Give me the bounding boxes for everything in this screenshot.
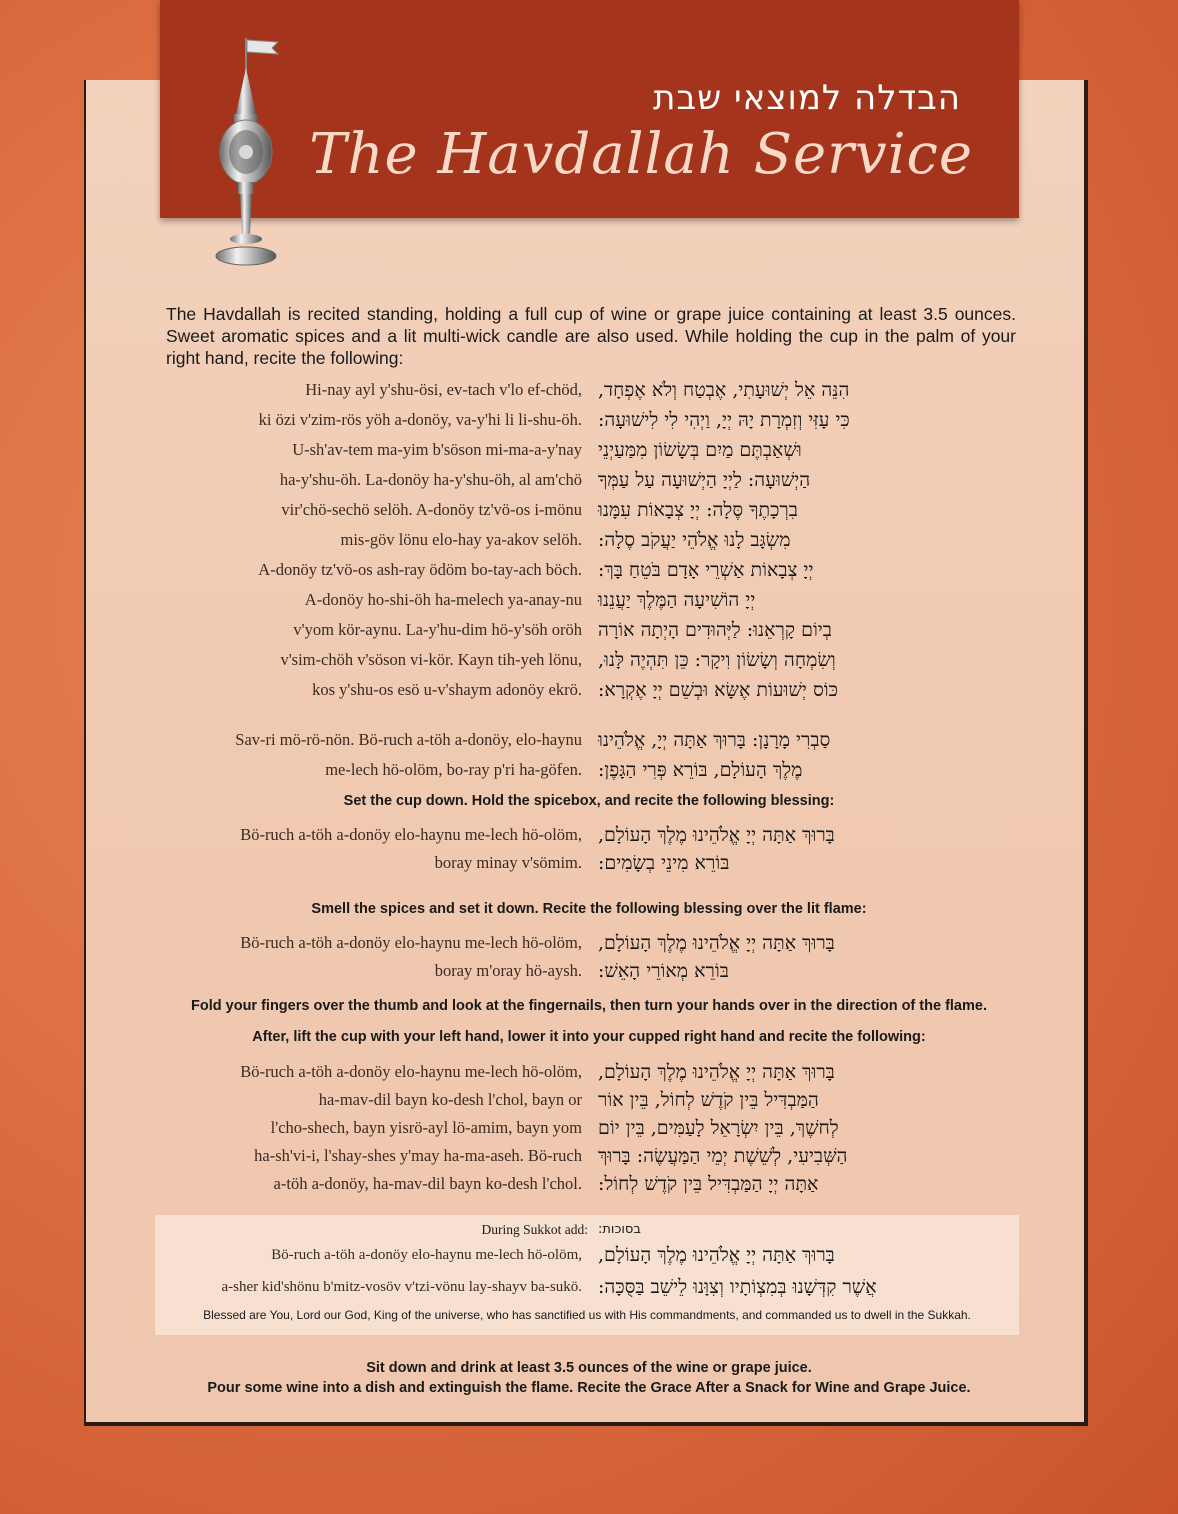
havdalah-row: [0, 1114, 1178, 1142]
wine-row: [0, 726, 1178, 754]
spice-row: [0, 849, 1178, 877]
instruction-fingers: Fold your fingers over the thumb and look at the fingernails, then turn your hands over in the direction of the flame.: [191, 998, 987, 1014]
spice-row: [0, 821, 1178, 849]
transliteration: v'yom kör-aynu. La-y'hu-dim hö-y'söh oröh: [293, 620, 582, 639]
transliteration: boray m'oray hö-aysh.: [434, 961, 582, 980]
transliteration: Bö-ruch a-töh a-donöy elo-haynu me-lech hö-olöm,: [240, 933, 582, 952]
wine-row: [0, 756, 1178, 784]
instruction-lift: After, lift the cup with your left hand, lower it into your cupped right hand and recite the following:: [252, 1029, 926, 1045]
transliteration: Bö-ruch a-töh a-donöy elo-haynu me-lech hö-olöm,: [240, 1062, 582, 1081]
flame-row: [0, 957, 1178, 985]
transliteration: ha-y'shu-öh. La-donöy ha-y'shu-öh, al am'chö: [279, 470, 582, 489]
flame-row: [0, 929, 1178, 957]
transliteration: ki özi v'zim-rös yöh a-donöy, va-y'hi li li-shu-öh.: [258, 410, 582, 429]
transliteration: ha-sh'vi-i, l'shay-shes y'may ha-ma-aseh. Bö-ruch: [254, 1146, 582, 1165]
hebrew-text: יְיָ צְבָאוֹת אַשְׁרֵי אָדָם בֹּטֵחַ בָּךְ:: [598, 559, 814, 581]
hebrew-text: הַיְשׁוּעָה: לַיְיָ הַיְשׁוּעָה עַל עַמְּךָ: [598, 469, 811, 491]
sukkot-row: [0, 1273, 1178, 1301]
transliteration: U-sh'av-tem ma-yim b'söson mi-ma-a-y'nay: [292, 440, 582, 459]
hebrew-text: מִשְׂגָּב לָנוּ אֱלֹהֵי יַעֲקֹב סֶלָה:: [598, 529, 791, 551]
transliteration: l'cho-shech, bayn yisrö-ayl lö-amim, bayn yom: [270, 1118, 582, 1137]
hebrew-text: סַבְרִי מָרָנָן: בָּרוּךְ אַתָּה יְיָ, אֱלֹהֵינוּ: [598, 729, 831, 751]
hebrew-text: בָּרוּךְ אַתָּה יְיָ אֱלֹהֵינוּ מֶלֶךְ הָעוֹלָם,: [598, 932, 835, 954]
transliteration: a-sher kid'shönu b'mitz-vosöv v'tzi-vönu lay-shayv ba-sukö.: [221, 1279, 582, 1295]
transliteration: Hi-nay ayl y'shu-ösi, ev-tach v'lo ef-chöd,: [305, 380, 582, 399]
havdalah-row: [0, 1170, 1178, 1198]
hebrew-title: הבדלה למוצאי שבת: [653, 78, 961, 118]
hebrew-text: וְשִׂמְחָה וְשָׂשׂוֹן וִיקָר: כֵּן תִּהְיֶה לָּנוּ,: [598, 649, 836, 671]
transliteration: kos y'shu-os esö u-v'shaym adonöy ekrö.: [312, 680, 582, 699]
verse-row: [0, 406, 1178, 434]
transliteration: ha-mav-dil bayn ko-desh l'chol, bayn or: [318, 1090, 582, 1109]
hebrew-text: בּוֹרֵא מִינֵי בְשָׂמִים:: [598, 852, 730, 874]
intro-paragraph: The Havdallah is recited standing, holding a full cup of wine or grape juice containing at least 3.5 ounces. Sweet aromatic spices and a lit multi-wick candle are also used. While holding the cup in the palm of your right hand, recite the following:: [166, 304, 1016, 368]
verse-row: [0, 496, 1178, 524]
havdalah-row: [0, 1142, 1178, 1170]
transliteration: mis-göv lönu elo-hay ya-akov selöh.: [340, 530, 582, 549]
transliteration: A-donöy ho-shi-öh ha-melech ya-anay-nu: [304, 590, 582, 609]
verse-row: [0, 646, 1178, 674]
hebrew-text: לְחשֶׁךְ, בֵּין יִשְׂרָאֵל לָעַמִּים, בֵּין יוֹם: [598, 1117, 839, 1139]
hebrew-text: הַשְּׁבִיעִי, לְשֵׁשֶׁת יְמֵי הַמַּעֲשֶׂה: בָּרוּךְ: [598, 1145, 848, 1167]
footer-line: Pour some wine into a dish and extinguish the flame. Recite the Grace After a Snack for Wine and Grape Juice.: [207, 1380, 971, 1396]
instruction-spices: Set the cup down. Hold the spicebox, and recite the following blessing:: [343, 793, 835, 809]
transliteration: me-lech hö-olöm, bo-ray p'ri ha-göfen.: [325, 760, 582, 779]
hebrew-text: הִנֵּה אֵל יְשׁוּעָתִי, אֶבְטַח וְלֹא אֶפְחָד,: [598, 379, 850, 401]
sukkot-row: [0, 1241, 1178, 1269]
verse-row: [0, 376, 1178, 404]
footer-line: Sit down and drink at least 3.5 ounces of the wine or grape juice.: [366, 1360, 812, 1376]
verse-row: [0, 616, 1178, 644]
verse-row: [0, 436, 1178, 464]
verse-row: [0, 466, 1178, 494]
transliteration: A-donöy tz'vö-os ash-ray ödöm bo-tay-ach böch.: [258, 560, 582, 579]
sukkot-translation: Blessed are You, Lord our God, King of the universe, who has sanctified us with His commandments, and commanded us to dwell in the Sukkah.: [203, 1308, 971, 1322]
hebrew-text: בּוֹרֵא מְאוֹרֵי הָאֵשׁ:: [598, 960, 729, 982]
instruction-flame: Smell the spices and set it down. Recite the following blessing over the lit flame:: [311, 901, 867, 917]
transliteration: Sav-ri mö-rö-nön. Bö-ruch a-töh a-donöy, elo-haynu: [235, 730, 582, 749]
verse-row: [0, 676, 1178, 704]
havdalah-row: [0, 1058, 1178, 1086]
hebrew-text: בָּרוּךְ אַתָּה יְיָ אֱלֹהֵינוּ מֶלֶךְ הָעוֹלָם,: [598, 1061, 835, 1083]
transliteration: v'sim-chöh v'söson vi-kör. Kayn tih-yeh lönu,: [280, 650, 582, 669]
verse-row: [0, 586, 1178, 614]
verse-row: [0, 556, 1178, 584]
transliteration: a-töh a-donöy, ha-mav-dil bayn ko-desh l'chol.: [273, 1174, 582, 1193]
closing-instructions: [84, 1358, 1094, 1398]
hebrew-text: אֲשֶׁר קִדְּשָׁנוּ בְּמִצְוֹתָיו וְצִוָּנוּ לֵישֵׁב בַּסֻּכָּה:: [598, 1276, 877, 1298]
sukkot-add-label-hebrew: בסוכות:: [598, 1222, 641, 1237]
verse-row: [0, 526, 1178, 554]
hebrew-text: כִּי עָזִּי וְזִמְרָת יָהּ יְיָ, וַיְהִי לִי לִישׁוּעָה:: [598, 409, 850, 431]
hebrew-text: יְיָ הוֹשִׁיעָה הַמֶּלֶךְ יַעֲנֵנוּ: [598, 589, 756, 611]
hebrew-text: וּשְׁאַבְתֶּם מַיִם בְּשָׂשׂוֹן מִמַּעַיְנֵי: [598, 439, 802, 461]
transliteration: vir'chö-sechö selöh. A-donöy tz'vö-os i-mönu: [281, 500, 582, 519]
transliteration: Bö-ruch a-töh a-donöy elo-haynu me-lech hö-olöm,: [271, 1247, 582, 1263]
hebrew-text: מֶלֶךְ הָעוֹלָם, בּוֹרֵא פְּרִי הַגָּפֶן:: [598, 759, 803, 781]
hebrew-text: בְיוֹם קָרְאֵנוּ: לַיְּהוּדִים הָיְתָה אוֹרָה: [598, 619, 832, 641]
hebrew-text: הַמַּבְדִּיל בֵּין קֹדֶשׁ לְחוֹל, בֵּין אוֹר: [598, 1089, 819, 1111]
transliteration: boray minay v'sömim.: [434, 853, 582, 872]
hebrew-text: אַתָּה יְיָ הַמַּבְדִּיל בֵּין קֹדֶשׁ לְחוֹל:: [598, 1173, 819, 1195]
transliteration: Bö-ruch a-töh a-donöy elo-haynu me-lech hö-olöm,: [240, 825, 582, 844]
hebrew-text: בָּרוּךְ אַתָּה יְיָ אֱלֹהֵינוּ מֶלֶךְ הָעוֹלָם,: [598, 824, 835, 846]
hebrew-text: בִרְכָתֶךָ סֶּלָה: יְיָ צְבָאוֹת עִמָּנוּ: [598, 499, 798, 521]
havdalah-row: [0, 1086, 1178, 1114]
spice-tower-icon: [200, 34, 290, 274]
sukkot-add-label: During Sukkot add:: [481, 1222, 588, 1237]
hebrew-text: כּוֹס יְשׁוּעוֹת אֶשָּׂא וּבְשֵׁם יְיָ אֶקְרָא:: [598, 679, 838, 701]
page-title: The Havdallah Service: [309, 122, 973, 187]
hebrew-text: בָּרוּךְ אַתָּה יְיָ אֱלֹהֵינוּ מֶלֶךְ הָעוֹלָם,: [598, 1244, 835, 1266]
